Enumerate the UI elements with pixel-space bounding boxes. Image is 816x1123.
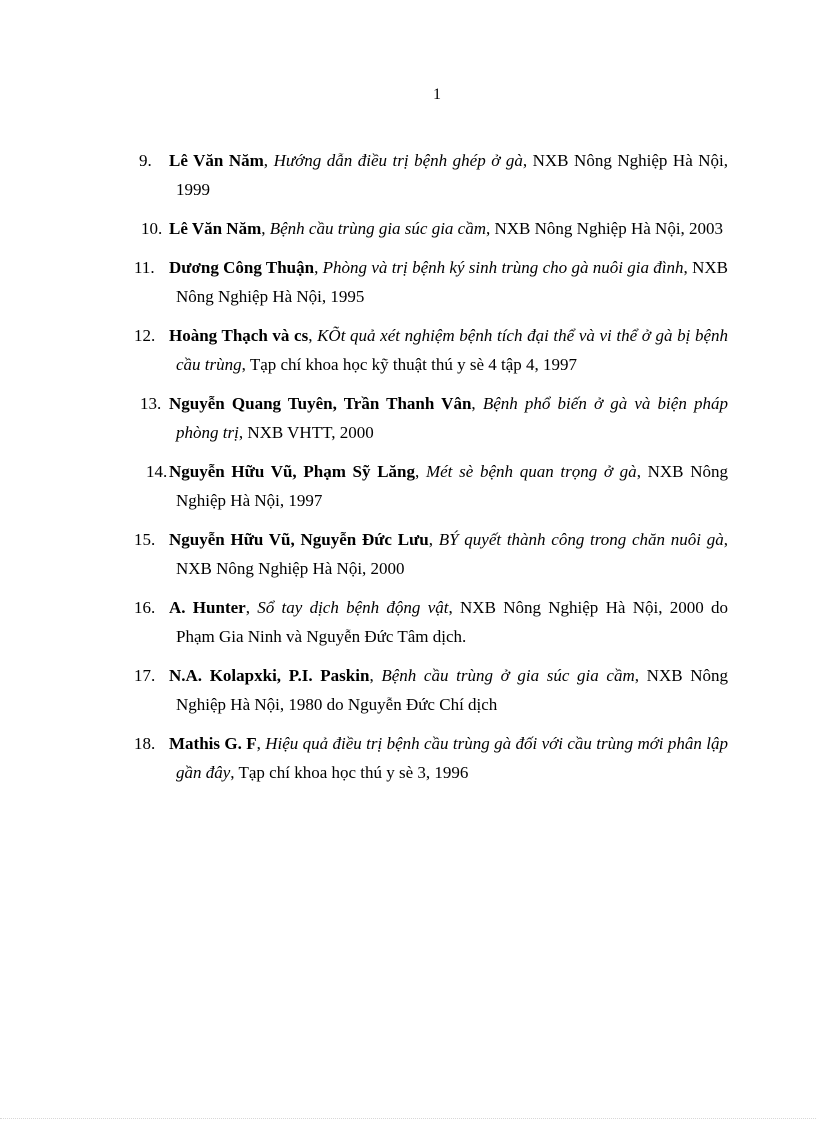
reference-number: 18. [134,734,156,753]
reference-item [0,146,816,204]
reference-separator: , [308,326,318,345]
reference-title: Phòng và trị bệnh ký sinh trùng cho gà nuôi gia đình [322,258,684,277]
reference-publisher: , NXB Nông Nghiệp Hà Nội, 1999 [176,151,729,199]
reference-text [169,457,728,515]
reference-text [169,661,728,719]
reference-separator: , [415,462,426,481]
reference-title: BÝ quyết thành công trong chăn nuôi gà [438,530,724,549]
reference-item [0,214,816,243]
reference-title: KÕt quả xét nghiệm bệnh tích đại thể và vi thể ở gà bị bệnh cầu trùng [176,326,729,374]
reference-authors: Hoàng Thạch và cs [169,326,309,345]
reference-title: Hiệu quả điều trị bệnh cầu trùng gà đối với cầu trùng mới phân lập gần đây [176,734,728,782]
reference-authors: Lê Văn Năm [169,219,262,238]
reference-publisher: , NXB Nông Nghiệp Hà Nội, 1995 [176,258,728,306]
reference-publisher: , NXB Nông Nghiệp Hà Nội, 2000 [176,530,728,578]
reference-number: 11. [134,258,155,277]
reference-publisher: , Tạp chí khoa học kỹ thuật thú y sè 4 tập 4, 1997 [241,355,578,374]
reference-number: 15. [134,530,156,549]
reference-text [169,253,728,311]
reference-authors: Dương Công Thuận [169,258,315,277]
reference-text [169,146,729,204]
page-bottom-edge [0,1118,816,1119]
reference-publisher: , Tạp chí khoa học thú y sè 3, 1996 [230,763,469,782]
reference-number: 13. [140,394,162,413]
reference-authors: Nguyễn Quang Tuyên, Trần Thanh Vân [169,394,472,413]
reference-publisher: , NXB VHTT, 2000 [238,423,374,442]
reference-title: Hướng dẫn điều trị bệnh ghép ở gà [273,151,523,170]
reference-item [0,661,816,719]
reference-title: Bệnh cầu trùng gia súc gia cầm [269,219,486,238]
reference-separator: , [263,151,274,170]
reference-number: 9. [139,151,152,170]
reference-number: 12. [134,326,156,345]
reference-separator: , [314,258,323,277]
reference-authors: Nguyễn Hữu Vũ, Nguyễn Đức Lưu [169,530,429,549]
reference-number: 16. [134,598,156,617]
reference-number: 17. [134,666,156,685]
reference-text [169,389,728,447]
reference-publisher: , NXB Nông Nghiệp Hà Nội, 1980 do Nguyễn Đức Chí dịch [176,666,728,714]
reference-separator: , [261,219,270,238]
reference-item [0,525,816,583]
reference-item [0,593,816,651]
reference-text [169,321,729,379]
reference-list [0,146,816,797]
reference-title: Bệnh cầu trùng ở gia súc gia cầm [381,666,635,685]
reference-item [0,321,816,379]
reference-text [169,593,728,651]
reference-text [169,214,728,243]
reference-authors: Nguyễn Hữu Vũ, Phạm Sỹ Lăng [169,462,416,481]
reference-authors: Lê Văn Năm [169,151,264,170]
reference-publisher: , NXB Nông Nghiệp Hà Nội, 2000 do Phạm Gia Ninh và Nguyễn Đức Tâm dịch. [176,598,728,646]
reference-item [0,253,816,311]
reference-separator: , [471,394,483,413]
reference-publisher: , NXB Nông Nghiệp Hà Nội, 2003 [486,219,724,238]
reference-text [169,525,728,583]
reference-separator: , [256,734,266,753]
reference-item [0,729,816,787]
reference-publisher: , NXB Nông Nghiệp Hà Nội, 1997 [176,462,728,510]
reference-title: Bệnh phổ biến ở gà và biện pháp phòng trị [176,394,728,442]
reference-item [0,389,816,447]
reference-authors: N.A. Kolapxki, P.I. Paskin [169,666,370,685]
reference-separator: , [428,530,439,549]
reference-item [0,457,816,515]
reference-separator: , [245,598,258,617]
reference-number: 10. [141,219,163,238]
reference-number: 14. [146,462,168,481]
reference-text [169,729,728,787]
reference-separator: , [369,666,382,685]
reference-title: Sổ tay dịch bệnh động vật [257,598,449,617]
reference-authors: A. Hunter [169,598,246,617]
page-number: 1 [433,86,441,103]
reference-title: Mét sè bệnh quan trọng ở gà [425,462,637,481]
reference-authors: Mathis G. F [169,734,257,753]
